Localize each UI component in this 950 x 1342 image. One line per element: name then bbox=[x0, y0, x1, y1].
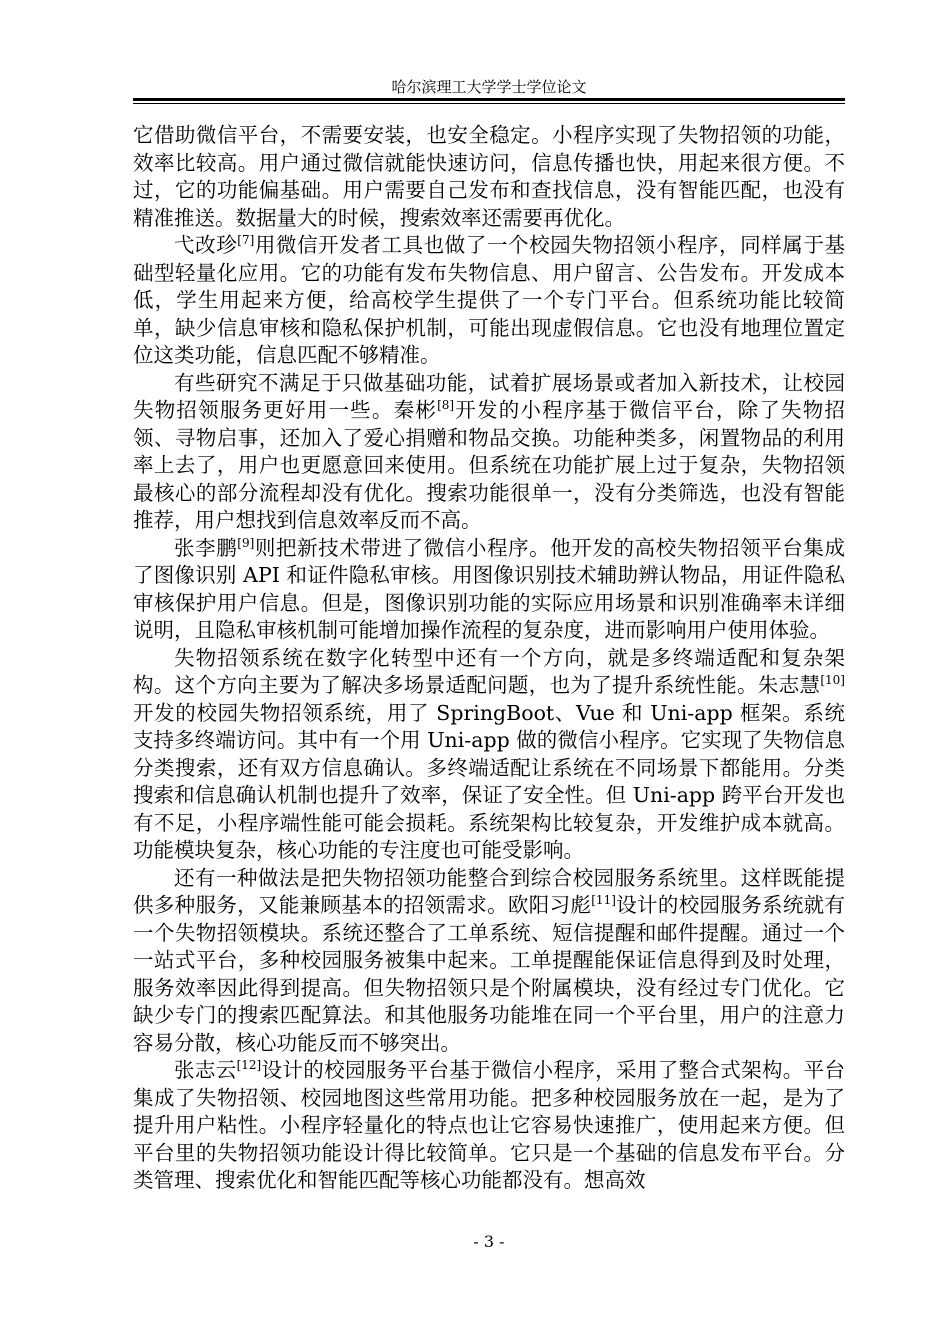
body-paragraph bbox=[133, 232, 845, 370]
paragraph-text: 弋改珍 bbox=[174, 233, 238, 257]
paragraph-text: 有些研究不满足于只做基础功能，试着扩展场景或者加入新技术，让校园失物招领服务更好用一些。秦彬 bbox=[133, 370, 845, 422]
citation-marker: [7] bbox=[237, 233, 255, 247]
citation-marker: [12] bbox=[236, 1058, 262, 1072]
page-number: - 3 - bbox=[473, 1232, 505, 1251]
running-header bbox=[133, 78, 845, 96]
citation-marker: [11] bbox=[591, 893, 616, 907]
paragraph-text: 失物招领系统在数字化转型中还有一个方向，就是多终端适配和复杂架构。这个方向主要为了解决多场景适配问题，也为了提升系统性能。朱志慧 bbox=[133, 645, 845, 697]
body-paragraph bbox=[133, 865, 845, 1058]
body-paragraph bbox=[133, 645, 845, 865]
body-paragraph bbox=[133, 370, 845, 535]
paragraph-text: 它借助微信平台，不需要安装，也安全稳定。小程序实现了失物招领的功能，效率比较高。用户通过微信就能快速访问，信息传播也快，用起来很方便。不过，它的功能偏基础。用户需要自己发布和查找信息，没有智能匹配，也没有精准推送。数据量大的时候，搜索效率还需要再优化。 bbox=[133, 123, 845, 230]
body-paragraph bbox=[133, 122, 845, 232]
paragraph-text: 张志云 bbox=[174, 1058, 237, 1082]
body-paragraph bbox=[133, 535, 845, 645]
header-title: 哈尔滨理工大学学士学位论文 bbox=[391, 78, 587, 96]
paragraph-text: 设计的校园服务平台基于微信小程序，采用了整合式架构。平台集成了失物招领、校园地图这些常用功能。把多种校园服务放在一起，是为了提升用户粘性。小程序轻量化的特点也让它容易快速推广，使用起来方便。但平台里的失物招领功能设计得比较简单。它只是一个基础的信息发布平台。分类管理、搜索优化和智能匹配等核心功能都没有。想高效 bbox=[133, 1058, 846, 1192]
paragraph-text: 设计的校园服务系统就有一个失物招领模块。系统还整合了工单系统、短信提醒和邮件提醒。通过一个一站式平台，多种校园服务被集中起来。工单提醒能保证信息得到及时处理，服务效率因此得到提高。但失物招领只是个附属模块，没有经过专门优化。它缺少专门的搜索匹配算法。和其他服务功能堆在同一个平台里，用户的注意力容易分散，核心功能反而不够突出。 bbox=[133, 893, 846, 1055]
paragraph-text: 张李鹏 bbox=[174, 535, 238, 560]
paragraph-text: 还有一种做法是把失物招领功能整合到综合校园服务系统里。这样既能提供多种服务，又能兼顾基本的招领需求。欧阳习彪 bbox=[133, 865, 845, 917]
header-rule-thin bbox=[133, 103, 845, 104]
paragraph-text: 开发的校园失物招领系统，用了 SpringBoot、Vue 和 Uni-app 框架。系统支持多终端访问。其中有一个用 Uni-app 做的微信小程序。它实现了失物信息分类搜索，还有双方信息确认。多终端适配让系统在不同场景下都能用。分类搜索和信息确认机制也提升了效率，保证了安全性。但 Uni-app 跨平台开发也有不足，小程序端性能可能会损耗。系统架构比较复杂，开发维护成本就高。功能模块复杂，核心功能的专注度也可能受影响。 bbox=[133, 700, 845, 862]
body-text bbox=[133, 122, 845, 1195]
paragraph-text: 开发的小程序基于微信平台，除了失物招领、寻物启事，还加入了爱心捐赠和物品交换。功能种类多，闲置物品的利用率上去了，用户也更愿意回来使用。但系统在功能扩展上过于复杂，失物招领最核心的部分流程却没有优化。搜索功能很单一，没有分类筛选，也没有智能推荐，用户想找到信息效率反而不高。 bbox=[133, 398, 845, 532]
citation-marker: [9] bbox=[237, 535, 255, 550]
citation-marker: [10] bbox=[820, 673, 845, 687]
citation-marker: [8] bbox=[437, 398, 455, 412]
paragraph-text: 用微信开发者工具也做了一个校园失物招领小程序，同样属于基础型轻量化应用。它的功能有发布失物信息、用户留言、公告发布。开发成本低，学生用起来方便，给高校学生提供了一个专门平台。但系统功能比较简单，缺少信息审核和隐私保护机制，可能出现虚假信息。它也没有地理位置定位这类功能，信息匹配不够精准。 bbox=[133, 233, 846, 367]
paragraph-text: 则把新技术带进了微信小程序。他开发的高校失物招领平台集成了图像识别 API 和证件隐私审核。用图像识别技术辅助辨认物品，用证件隐私审核保护用户信息。但是，图像识别功能的实际应用场景和识别准确率未详细说明，且隐私审核机制可能增加操作流程的复杂度，进而影响用户使用体验。 bbox=[133, 535, 846, 642]
body-paragraph bbox=[133, 1057, 845, 1195]
header-rule-thick bbox=[133, 98, 845, 101]
